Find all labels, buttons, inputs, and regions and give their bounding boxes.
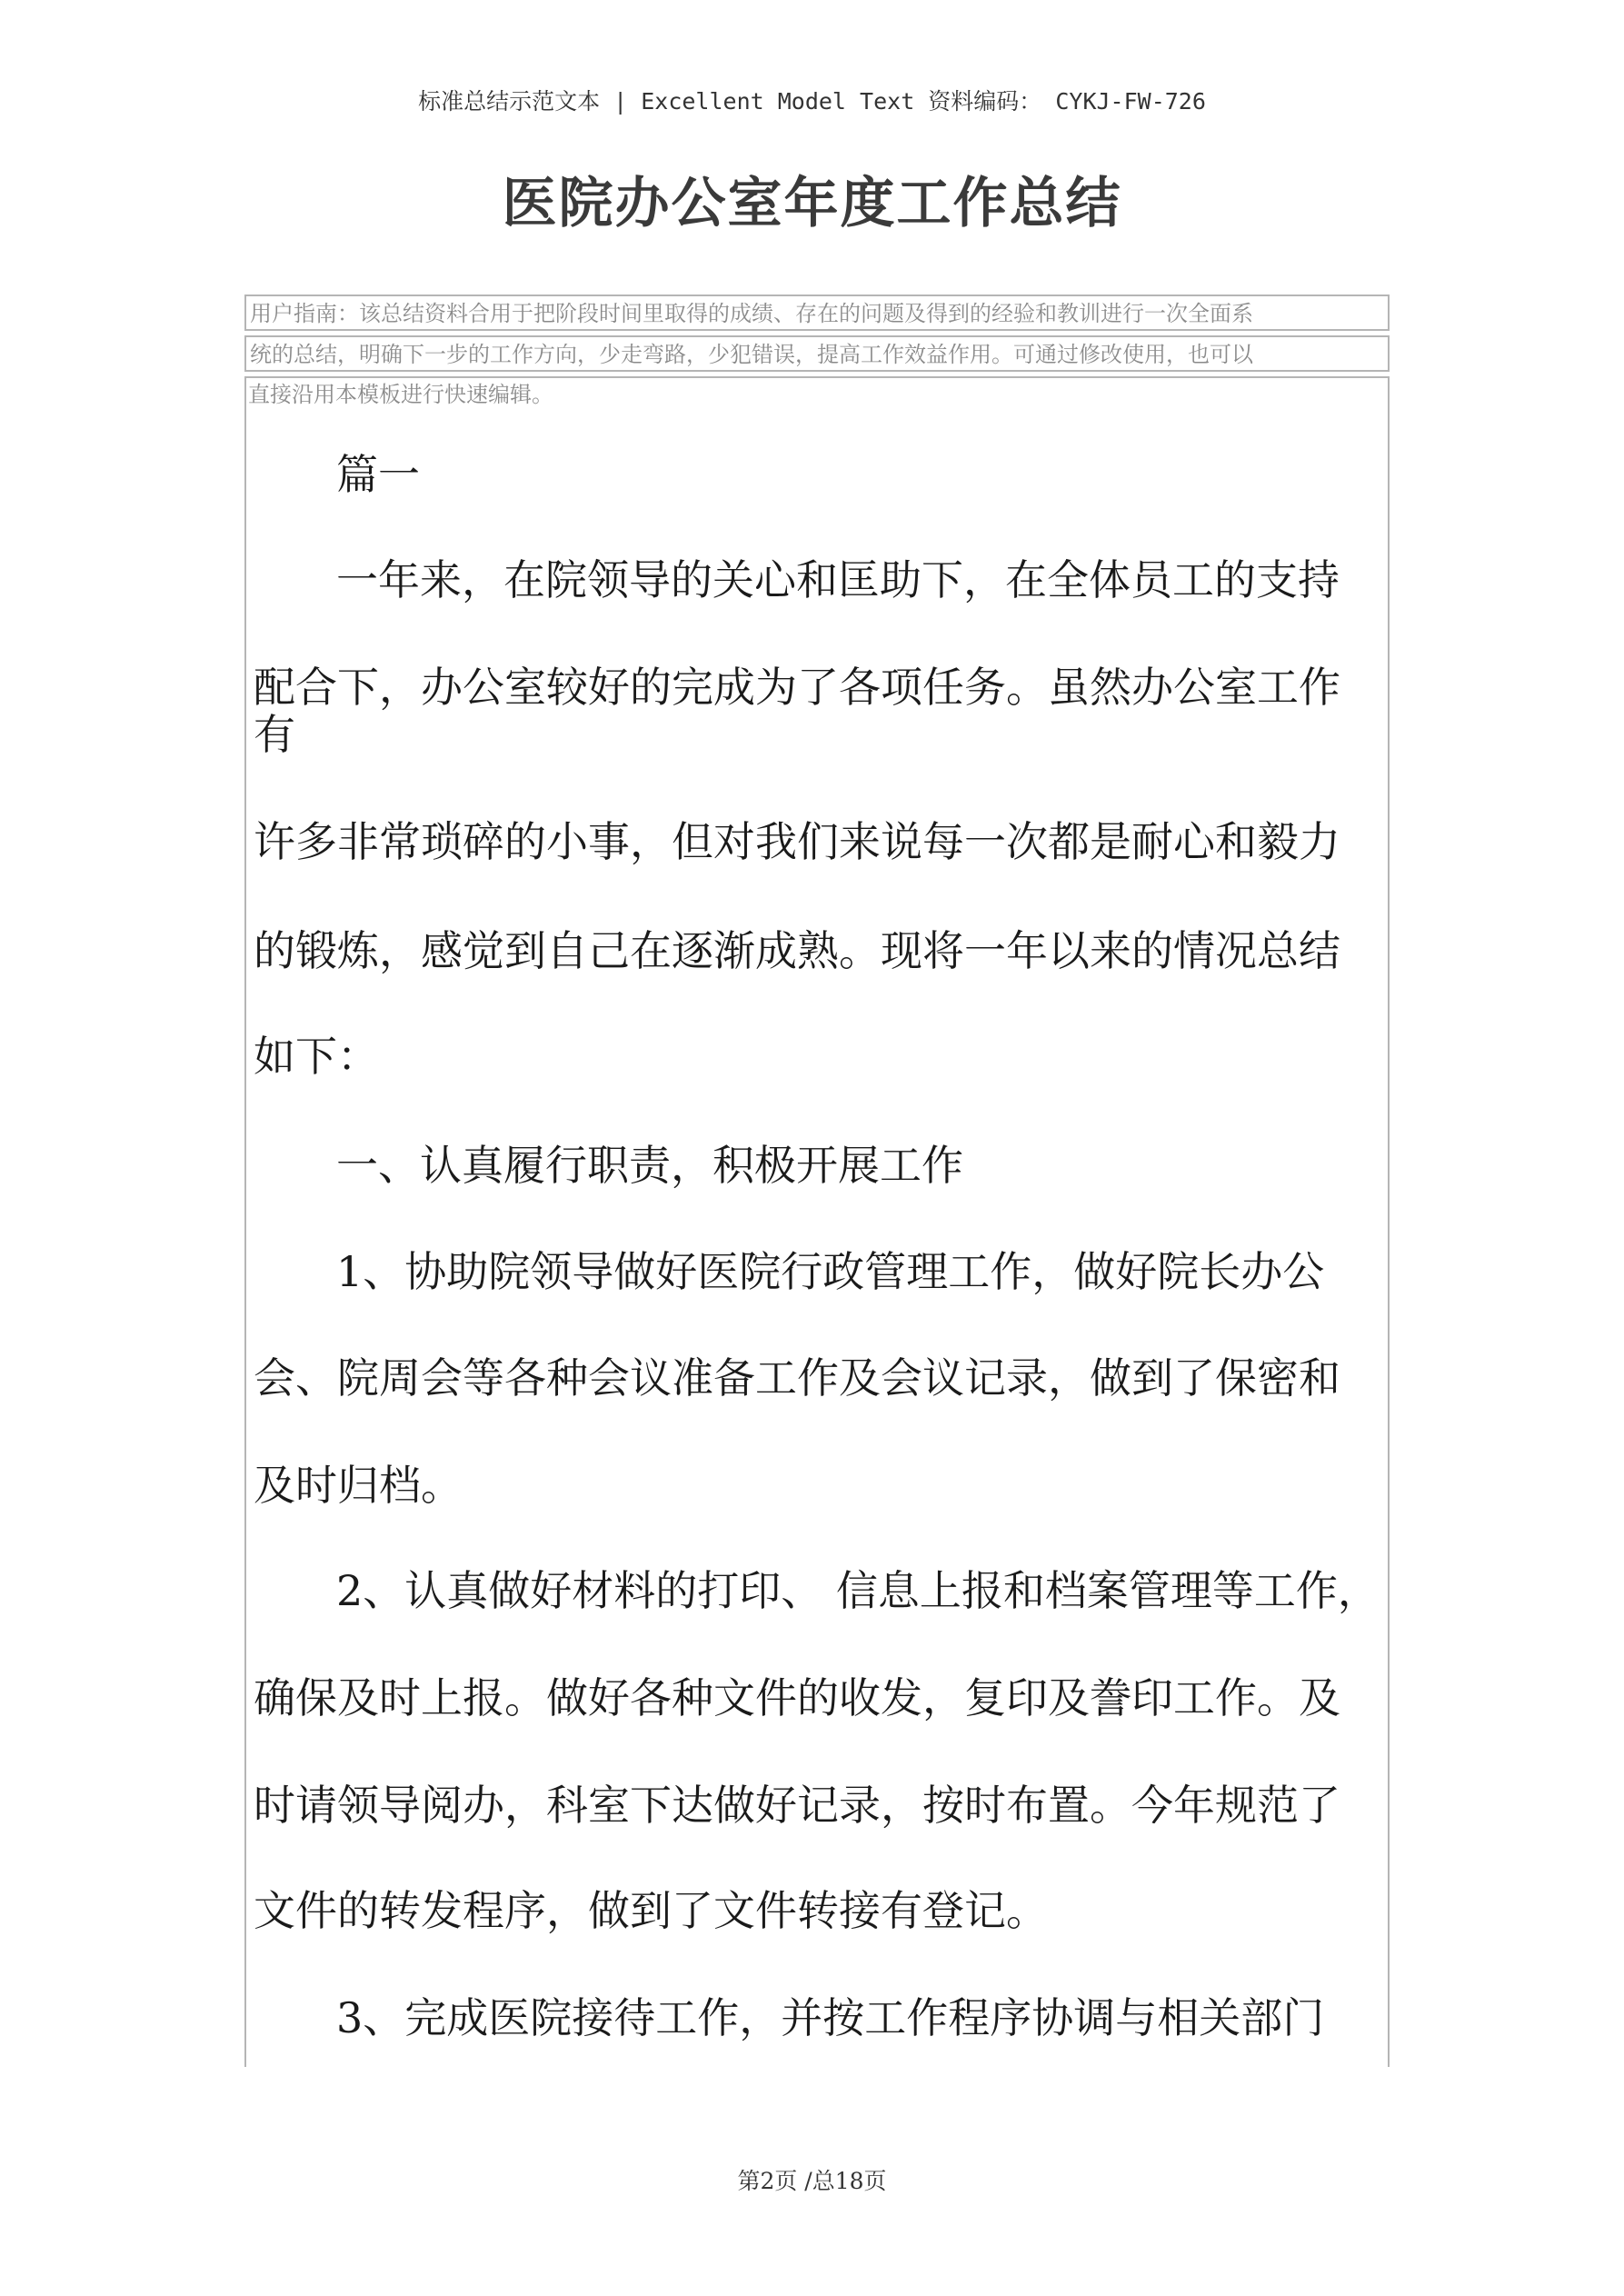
paragraph-line: 时请领导阅办，科室下达做好记录，按时布置。今年规范了: [254, 1781, 1340, 1830]
paragraph-line: 1、协助院领导做好医院行政管理工作，做好院长办公: [336, 1247, 1325, 1296]
paragraph-line: 3、完成医院接待工作，并按工作程序协调与相关部门: [336, 1993, 1325, 2042]
paragraph-line: 一年来，在院领导的关心和匡助下，在全体员工的支持: [336, 555, 1340, 604]
paragraph-line: 有: [254, 710, 295, 759]
paragraph-line: 会、院周会等各种会议准备工作及会议记录，做到了保密和: [254, 1353, 1340, 1403]
section-label: 篇一: [336, 450, 420, 499]
user-guide-line-2: 统的总结，明确下一步的工作方向，少走弯路，少犯错误，提高工作效益作用。可通过修改使用，也可以: [244, 335, 1390, 372]
user-guide-line-3: 直接沿用本模板进行快速编辑。: [248, 382, 553, 407]
paragraph-line: 如下：: [254, 1032, 379, 1081]
paragraph-line: 许多非常琐碎的小事，但对我们来说每一次都是耐心和毅力: [254, 817, 1340, 866]
page-number: 第2页 /总18页: [737, 2168, 887, 2194]
paragraph-line: 配合下，办公室较好的完成为了各项任务。虽然办公室工作: [254, 663, 1340, 712]
document-title: 医院办公室年度工作总结: [502, 172, 1122, 235]
paragraph-line: 2、认真做好材料的打印、 信息上报和档案管理等工作，: [336, 1566, 1380, 1615]
document-header: 标准总结示范文本 | Excellent Model Text 资料编码： CYKJ-FW-726: [418, 88, 1206, 115]
user-guide-line-1: 用户指南：该总结资料合用于把阶段时间里取得的成绩、存在的问题及得到的经验和教训进行一次全面系: [244, 294, 1390, 331]
section-heading: 一、认真履行职责，积极开展工作: [336, 1141, 963, 1190]
paragraph-line: 文件的转发程序，做到了文件转接有登记。: [254, 1886, 1048, 1935]
paragraph-line: 的锻炼，感觉到自己在逐渐成熟。现将一年以来的情况总结: [254, 926, 1340, 975]
paragraph-line: 及时归档。: [254, 1461, 463, 1510]
paragraph-line: 确保及时上报。做好各种文件的收发，复印及誊印工作。及: [254, 1673, 1340, 1722]
